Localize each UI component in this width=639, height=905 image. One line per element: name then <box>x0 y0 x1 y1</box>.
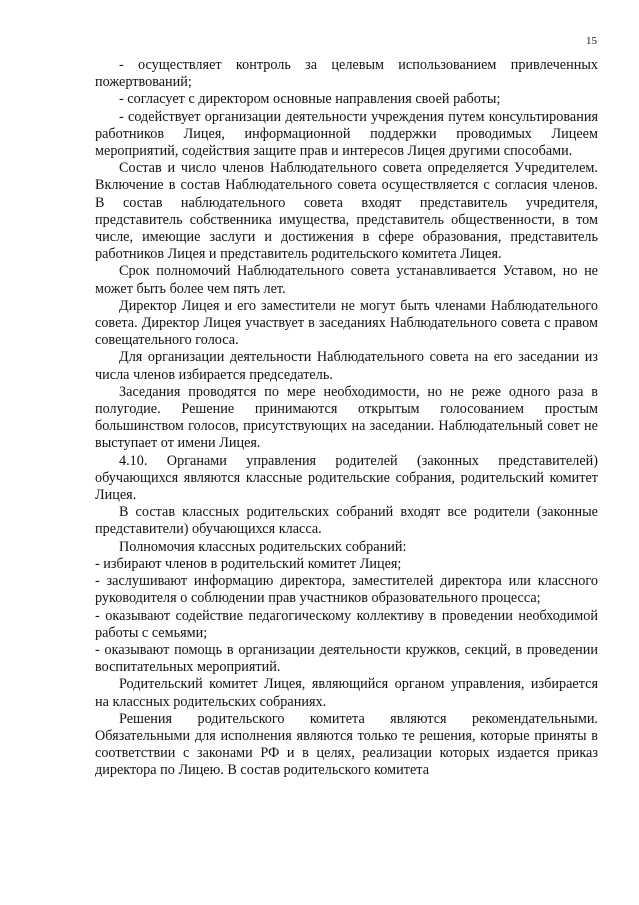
paragraph: 4.10. Органами управления родителей (законных представителей) обучающихся являются классные родительские собрания, родительский комитет Лицея. <box>95 452 598 504</box>
paragraph: Решения родительского комитета являются рекомендательными. Обязательными для исполнения являются только те решения, которые приняты в соответствии с законами РФ и в целях, реализации которых издается приказ директора по Лицею. В состав родительского комитета <box>95 710 598 779</box>
paragraph: Срок полномочий Наблюдательного совета устанавливается Уставом, но не может быть более чем пять лет. <box>95 263 598 297</box>
list-item: - заслушивают информацию директора, заместителей директора или классного руководителя о соблюдении прав участников образовательного процесса; <box>95 573 598 607</box>
paragraph: Директор Лицея и его заместители не могут быть членами Наблюдательного совета. Директор Лицея участвует в заседаниях Наблюдательного совета с правом совещательного голоса. <box>95 297 598 349</box>
paragraph: - содействует организации деятельности учреждения путем консультирования работников Лицея, информационной поддержки проводимых Лицеем мероприятий, содействия защите прав и интересов Лицея другими способами. <box>95 108 598 160</box>
paragraph: Родительский комитет Лицея, являющийся органом управления, избирается на классных родительских собраниях. <box>95 676 598 710</box>
paragraph: В состав классных родительских собраний входят все родители (законные представители) обучающихся класса. <box>95 504 598 538</box>
paragraph: Состав и число членов Наблюдательного совета определяется Учредителем. Включение в состав Наблюдательного совета осуществляется с согласия членов. В состав наблюдательного совета входят представитель учредителя, представитель собственника имущества, представитель общественности, в том числе, имеющие заслуги и достижения в сфере образования, представитель работников Лицея и представитель родительского комитета Лицея. <box>95 160 598 263</box>
list-item: - оказывают помощь в организации деятельности кружков, секций, в проведении воспитательных мероприятий. <box>95 641 598 676</box>
paragraph: Для организации деятельности Наблюдательного совета на его заседании из числа членов избирается председатель. <box>95 349 598 383</box>
document-body <box>95 57 598 780</box>
list-item: - избирают членов в родительский комитет Лицея; <box>95 555 402 572</box>
paragraph: - осуществляет контроль за целевым использованием привлеченных пожертвований; <box>95 57 598 91</box>
paragraph: Заседания проводятся по мере необходимости, но не реже одного раза в полугодие. Решение принимаются открытым голосованием простым большинством голосов, присутствующих на заседании. Наблюдательный совет не выступает от имени Лицея. <box>95 383 598 452</box>
page-number: 15 <box>586 35 597 47</box>
paragraph: - согласует с директором основные направления своей работы; <box>119 91 501 108</box>
paragraph: Полномочия классных родительских собраний: <box>119 538 407 555</box>
list-item: - оказывают содействие педагогическому коллективу в проведении необходимой работы с семьями; <box>95 607 598 641</box>
